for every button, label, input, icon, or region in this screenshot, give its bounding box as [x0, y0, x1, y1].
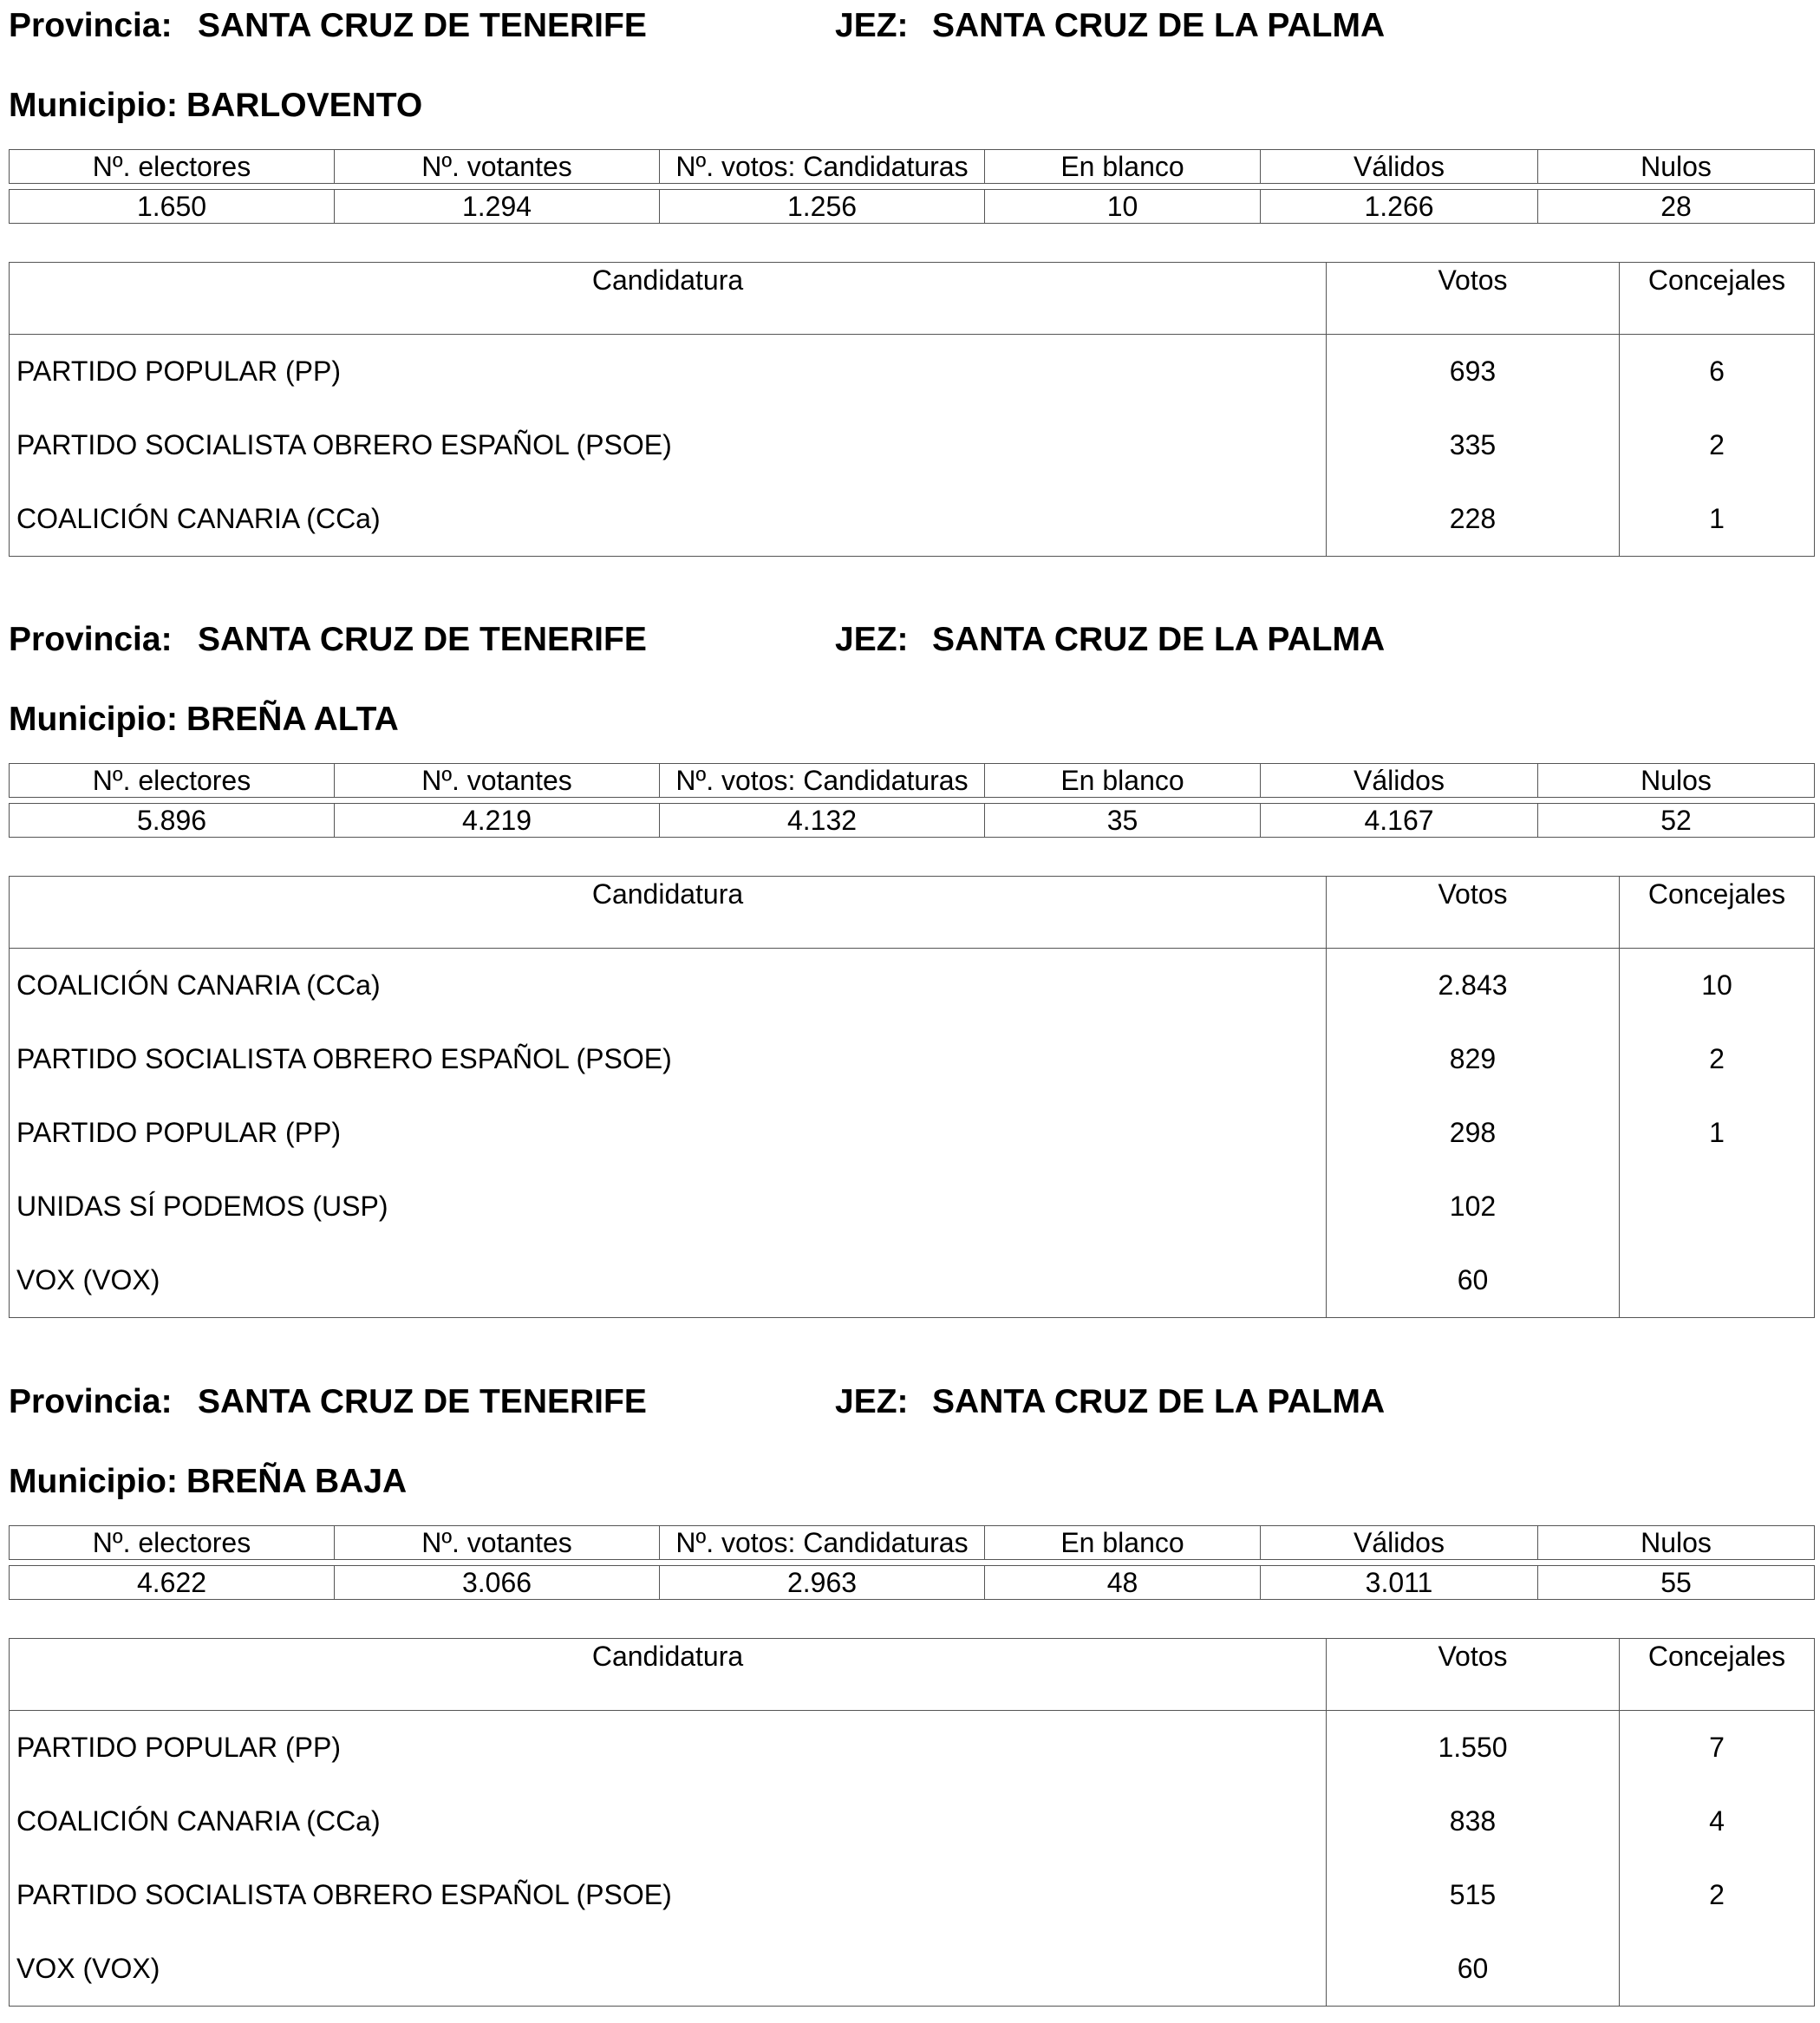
- candidatura-name: PARTIDO POPULAR (PP): [10, 1711, 1327, 1785]
- en-blanco-value: 48: [985, 1566, 1261, 1600]
- candidatura-votos: 228: [1327, 482, 1620, 557]
- stats-header-row: [10, 764, 1815, 798]
- provincia-header: [9, 0, 647, 52]
- votantes-value: 3.066: [335, 1566, 660, 1600]
- provincia-label: Provincia:: [9, 7, 173, 44]
- nulos-value: 52: [1538, 804, 1815, 838]
- provincia-label: Provincia:: [9, 1383, 173, 1420]
- candidatura-concejales: 1: [1620, 482, 1815, 557]
- candidatura-concejales: 2: [1620, 1022, 1815, 1096]
- candidatura-name: PARTIDO POPULAR (PP): [10, 335, 1327, 409]
- candidatura-name: COALICIÓN CANARIA (CCa): [10, 482, 1327, 557]
- candidatura-name: VOX (VOX): [10, 1932, 1327, 2007]
- candidatura-name: COALICIÓN CANARIA (CCa): [10, 1785, 1327, 1858]
- validos-header: Válidos: [1261, 764, 1538, 798]
- municipio-header: [9, 1456, 407, 1508]
- candidatura-votos: 60: [1327, 1243, 1620, 1318]
- votos-candidaturas-value: 2.963: [660, 1566, 985, 1600]
- candidatura-header: Candidatura: [10, 263, 1327, 335]
- candidaturas-table: [9, 1638, 1815, 2007]
- votantes-header: Nº. votantes: [335, 764, 660, 798]
- votos-candidaturas-header: Nº. votos: Candidaturas: [660, 764, 985, 798]
- candidatura-row: [10, 1785, 1815, 1858]
- candidatura-votos: 2.843: [1327, 949, 1620, 1023]
- stats-table: [9, 1525, 1815, 1600]
- concejales-header: Concejales: [1620, 1639, 1815, 1711]
- votos-candidaturas-header: Nº. votos: Candidaturas: [660, 1526, 985, 1560]
- municipio-header: [9, 694, 399, 746]
- votantes-header: Nº. votantes: [335, 150, 660, 184]
- nulos-header: Nulos: [1538, 1526, 1815, 1560]
- jez-header: [835, 1376, 1385, 1428]
- concejales-header: Concejales: [1620, 877, 1815, 949]
- candidatura-concejales: 10: [1620, 949, 1815, 1023]
- electores-header: Nº. electores: [10, 1526, 335, 1560]
- candidatura-votos: 693: [1327, 335, 1620, 409]
- validos-header: Válidos: [1261, 1526, 1538, 1560]
- candidatura-row: [10, 1858, 1815, 1932]
- electores-value: 4.622: [10, 1566, 335, 1600]
- candidatura-row: [10, 482, 1815, 557]
- candidatura-name: UNIDAS SÍ PODEMOS (USP): [10, 1170, 1327, 1243]
- provincia-value: SANTA CRUZ DE TENERIFE: [198, 1383, 647, 1420]
- votantes-header: Nº. votantes: [335, 1526, 660, 1560]
- jez-value: SANTA CRUZ DE LA PALMA: [932, 7, 1386, 44]
- stats-value-row: [10, 804, 1815, 838]
- candidatura-row: [10, 1932, 1815, 2007]
- provincia-value: SANTA CRUZ DE TENERIFE: [198, 621, 647, 658]
- candidaturas-table: [9, 262, 1815, 557]
- candidatura-header: Candidatura: [10, 877, 1327, 949]
- candidatura-concejales: 2: [1620, 408, 1815, 482]
- votantes-value: 1.294: [335, 190, 660, 224]
- votos-header: Votos: [1327, 1639, 1620, 1711]
- stats-table: [9, 763, 1815, 838]
- candidaturas-header-row: [10, 877, 1815, 949]
- candidatura-header: Candidatura: [10, 1639, 1327, 1711]
- jez-header: [835, 0, 1385, 52]
- electores-value: 1.650: [10, 190, 335, 224]
- candidatura-row: [10, 1170, 1815, 1243]
- provincia-header: [9, 1376, 647, 1428]
- candidatura-concejales: [1620, 1932, 1815, 2007]
- en-blanco-value: 10: [985, 190, 1261, 224]
- municipio-value: BREÑA ALTA: [186, 701, 399, 738]
- candidatura-votos: 335: [1327, 408, 1620, 482]
- candidatura-row: [10, 1022, 1815, 1096]
- electores-header: Nº. electores: [10, 150, 335, 184]
- candidatura-name: PARTIDO SOCIALISTA OBRERO ESPAÑOL (PSOE): [10, 1858, 1327, 1932]
- candidatura-concejales: 7: [1620, 1711, 1815, 1785]
- candidatura-votos: 1.550: [1327, 1711, 1620, 1785]
- municipio-label: Municipio:: [9, 701, 178, 738]
- candidatura-name: PARTIDO SOCIALISTA OBRERO ESPAÑOL (PSOE): [10, 1022, 1327, 1096]
- municipio-label: Municipio:: [9, 87, 178, 124]
- jez-label: JEZ:: [835, 1383, 909, 1420]
- validos-value: 3.011: [1261, 1566, 1538, 1600]
- votos-header: Votos: [1327, 263, 1620, 335]
- candidatura-concejales: 2: [1620, 1858, 1815, 1932]
- en-blanco-header: En blanco: [985, 764, 1261, 798]
- electores-header: Nº. electores: [10, 764, 335, 798]
- candidatura-concejales: [1620, 1170, 1815, 1243]
- concejales-header: Concejales: [1620, 263, 1815, 335]
- stats-table: [9, 149, 1815, 224]
- jez-header: [835, 614, 1385, 666]
- candidatura-row: [10, 1711, 1815, 1785]
- candidatura-row: [10, 949, 1815, 1023]
- nulos-value: 55: [1538, 1566, 1815, 1600]
- candidatura-name: COALICIÓN CANARIA (CCa): [10, 949, 1327, 1023]
- votantes-value: 4.219: [335, 804, 660, 838]
- jez-label: JEZ:: [835, 7, 909, 44]
- municipio-value: BREÑA BAJA: [186, 1463, 408, 1500]
- candidatura-name: PARTIDO SOCIALISTA OBRERO ESPAÑOL (PSOE): [10, 408, 1327, 482]
- validos-value: 4.167: [1261, 804, 1538, 838]
- municipio-header: [9, 80, 422, 132]
- provincia-header: [9, 614, 647, 666]
- nulos-header: Nulos: [1538, 764, 1815, 798]
- stats-value-row: [10, 190, 1815, 224]
- candidatura-concejales: [1620, 1243, 1815, 1318]
- candidatura-concejales: 4: [1620, 1785, 1815, 1858]
- validos-value: 1.266: [1261, 190, 1538, 224]
- candidatura-row: [10, 1243, 1815, 1318]
- stats-value-row: [10, 1566, 1815, 1600]
- en-blanco-header: En blanco: [985, 1526, 1261, 1560]
- candidatura-votos: 102: [1327, 1170, 1620, 1243]
- candidaturas-header-row: [10, 263, 1815, 335]
- stats-header-row: [10, 150, 1815, 184]
- candidaturas-table: [9, 876, 1815, 1318]
- en-blanco-value: 35: [985, 804, 1261, 838]
- stats-header-row: [10, 1526, 1815, 1560]
- candidatura-row: [10, 335, 1815, 409]
- candidatura-row: [10, 1096, 1815, 1170]
- votos-header: Votos: [1327, 877, 1620, 949]
- jez-value: SANTA CRUZ DE LA PALMA: [932, 1383, 1386, 1420]
- nulos-value: 28: [1538, 190, 1815, 224]
- votos-candidaturas-value: 1.256: [660, 190, 985, 224]
- candidatura-votos: 515: [1327, 1858, 1620, 1932]
- votos-candidaturas-header: Nº. votos: Candidaturas: [660, 150, 985, 184]
- candidatura-name: PARTIDO POPULAR (PP): [10, 1096, 1327, 1170]
- nulos-header: Nulos: [1538, 150, 1815, 184]
- validos-header: Válidos: [1261, 150, 1538, 184]
- candidatura-votos: 60: [1327, 1932, 1620, 2007]
- candidaturas-header-row: [10, 1639, 1815, 1711]
- jez-label: JEZ:: [835, 621, 909, 658]
- provincia-label: Provincia:: [9, 621, 173, 658]
- municipio-value: BARLOVENTO: [186, 87, 423, 124]
- electores-value: 5.896: [10, 804, 335, 838]
- municipio-label: Municipio:: [9, 1463, 178, 1500]
- candidatura-name: VOX (VOX): [10, 1243, 1327, 1318]
- candidatura-concejales: 1: [1620, 1096, 1815, 1170]
- jez-value: SANTA CRUZ DE LA PALMA: [932, 621, 1386, 658]
- candidatura-votos: 829: [1327, 1022, 1620, 1096]
- votos-candidaturas-value: 4.132: [660, 804, 985, 838]
- candidatura-concejales: 6: [1620, 335, 1815, 409]
- candidatura-votos: 298: [1327, 1096, 1620, 1170]
- candidatura-votos: 838: [1327, 1785, 1620, 1858]
- en-blanco-header: En blanco: [985, 150, 1261, 184]
- provincia-value: SANTA CRUZ DE TENERIFE: [198, 7, 647, 44]
- candidatura-row: [10, 408, 1815, 482]
